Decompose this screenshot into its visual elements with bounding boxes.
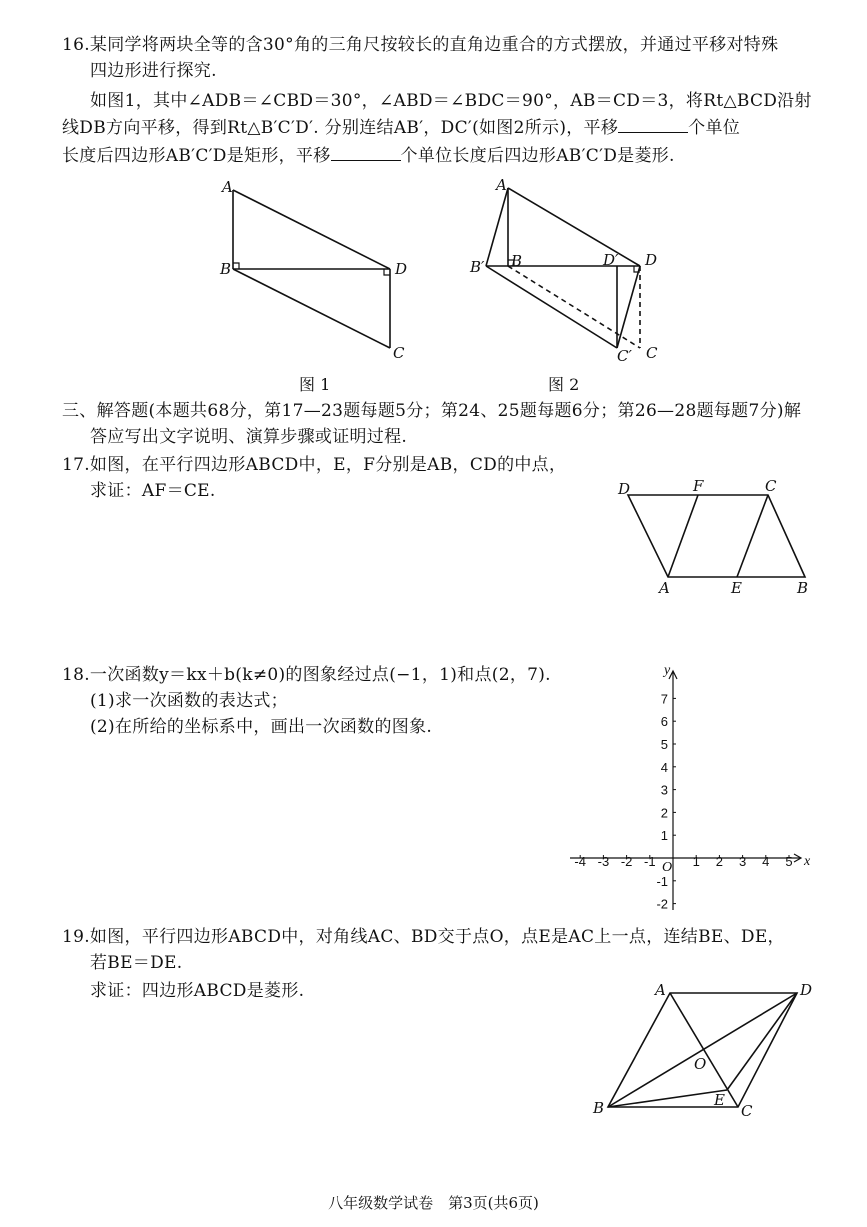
y-tick-label: 4 [660,759,668,775]
q16-line4-tail: 个单位 [688,118,741,138]
y-tick-label: 2 [660,805,668,821]
x-tick-label: -1 [644,854,656,869]
x-tick-label: -3 [597,854,610,869]
q19-label-c: C [741,1102,753,1120]
origin-label: O [662,860,673,875]
fig2-label-b: B [511,252,523,270]
x-tick-label: -2 [620,854,633,869]
fig2-caption: 图 2 [548,375,580,394]
x-tick-label: -4 [574,854,586,869]
fig1-caption: 图 1 [299,375,331,394]
q17-label-b: B [797,579,809,597]
q16-line1: 16.某同学将两块全等的含30°角的三角尺按较长的直角边重合的方式摆放，并通过平移对特殊 [62,35,779,55]
q19-diagonal-bd [608,993,797,1107]
fig1-label-c: C [393,344,405,362]
q17-line1: 17.如图，在平行四边形ABCD中，E，F分别是AB，CD的中点， [62,455,567,475]
y-axis-label: y [664,663,671,678]
q16-line4-text: 线DB方向平移，得到Rt△B′C′D′. 分别连结AB′，DC′(如图2所示)，平移 [62,118,619,138]
section3-line2: 答应写出文字说明、演算步骤或证明过程. [90,427,408,447]
q19-segment-be [608,1090,727,1107]
q19-label-d: D [800,981,813,999]
q19-line2: 若BE＝DE. [90,953,183,973]
q19-label-b: B [593,1099,605,1117]
q17-label-a: A [659,579,670,597]
fig2-label-a: A [496,176,507,194]
y-tick-label: 5 [660,737,668,752]
x-axis-label: x [804,854,811,869]
y-tick-label: 3 [660,782,668,798]
x-tick-label: 3 [738,854,747,869]
q17-line2: 求证：AF＝CE. [90,481,216,501]
x-tick-label: 1 [692,854,700,869]
q19-label-a: A [655,981,666,999]
q18-line1: 18.一次函数y＝kx＋b(k≠0)的图象经过点(−1，1)和点(2，7). [62,665,551,685]
q17-label-e: E [731,579,742,597]
q16-line3: 如图1，其中∠ADB＝∠CBD＝30°，∠ABD＝∠BDC＝90°，AB＝CD＝3，将Rt△BCD沿射 [90,91,812,111]
fig2-label-cprime: C′ [617,347,632,365]
x-tick-label: 4 [762,854,770,869]
fig1-label-a: A [222,178,233,196]
x-tick-label: 5 [785,854,793,869]
fig2-label-bprime: B′ [470,258,485,276]
y-tick-label: 7 [660,691,668,707]
fig2-label-c: C [646,344,658,362]
fig1-label-b: B [220,260,232,278]
y-tick-label: 1 [660,828,668,844]
q19-label-o: O [694,1055,707,1073]
q19-label-e: E [714,1091,725,1109]
q18-line2: (1)求一次函数的表达式； [90,691,288,711]
q17-label-c: C [765,477,777,495]
q19-segment-de [727,993,797,1090]
q19-line3: 求证：四边形ABCD是菱形. [90,981,305,1001]
x-tick-label: 2 [715,854,724,869]
q17-label-f: F [693,477,704,495]
section3-line1: 三、解答题(本题共68分，第17—23题每题5分；第24、25题每题6分；第26—28题每题7分)解 [62,401,802,421]
q16-line5-a: 长度后四边形AB′C′D是矩形，平移 [62,146,331,166]
fig1-label-d: D [395,260,408,278]
y-tick-label: 6 [660,714,668,730]
q16-line2: 四边形进行探究. [90,61,217,81]
page-footer: 八年级数学试卷 第3页(共6页) [328,1194,539,1212]
q16-line5-b: 个单位长度后四边形AB′C′D是菱形. [400,146,675,166]
fig2-label-dprime: D′ [603,251,619,269]
q19-line1: 19.如图，平行四边形ABCD中，对角线AC、BD交于点O，点E是AC上一点，连结BE、DE， [62,927,785,947]
fig2-label-d: D [645,251,658,269]
y-tick-label: -1 [656,873,668,889]
q17-label-d: D [618,480,631,498]
q18-line3: (2)在所给的坐标系中，画出一次函数的图象. [90,717,433,737]
y-tick-label: -2 [656,896,668,912]
